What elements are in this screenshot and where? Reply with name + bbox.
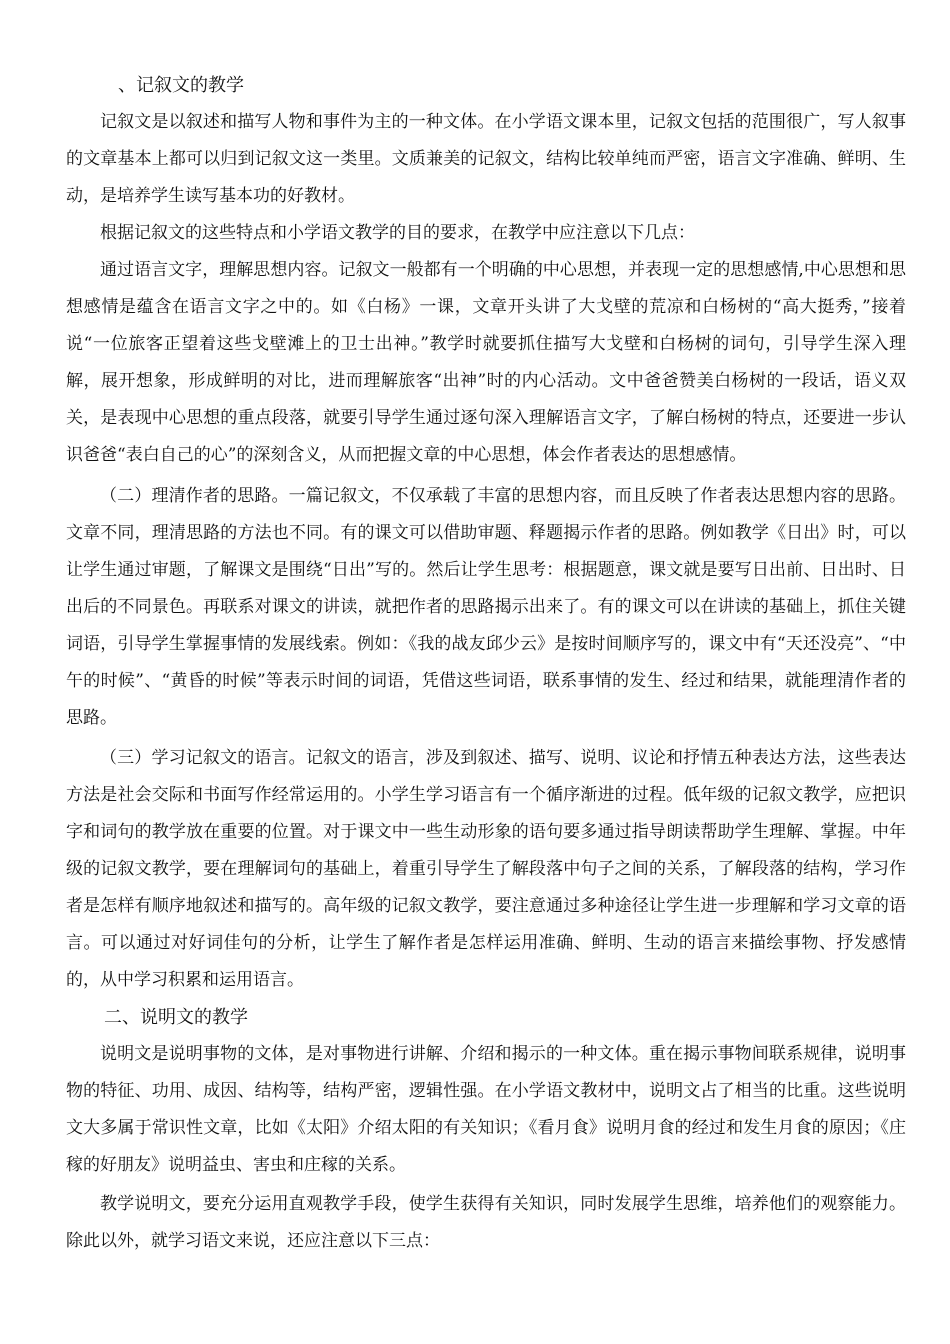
paragraph-point-3-language: （三）学习记叙文的语言。记叙文的语言，涉及到叙述、描写、说明、议论和抒情五种表达方法，这些表达方法是社会交际和书面写作经常运用的。小学生学习语言有一个循序渐进的过程。低年级的记叙文教学，应把识字和词句的教学放在重要的位置。对于课文中一些生动形象的语句要多通过指导朗读帮助学生理解、掌握。中年级的记叙文教学，要在理解词句的基础上，着重引导学生了解段落中句子之间的关系，了解段落的结构，学习作者是怎样有顺序地叙述和描写的。高年级的记叙文教学，要注意通过多种途径让学生进一步理解和学习文章的语言。可以通过对好词佳句的分析，让学生了解作者是怎样运用准确、鲜明、生动的语言来描绘事物、抒发感情的，从中学习积累和运用语言。 (66, 748, 906, 990)
paragraph-expository-teaching: 教学说明文，要充分运用直观教学手段，使学生获得有关知识，同时发展学生思维，培养他们的观察能力。除此以外，就学习语文来说，还应注意以下三点： (66, 1194, 906, 1251)
section-heading-narrative: 、记叙文的教学 (118, 75, 244, 96)
paragraph-point-1-content: 通过语言文字，理解思想内容。记叙文一般都有一个明确的中心思想，并表现一定的思想感情,中心思想和思想感情是蕴含在语言文字之中的。如《白杨》一课，文章开头讲了大戈壁的荒凉和白杨树的“高大挺秀，”接着说“一位旅客正望着这些戈壁滩上的卫士出神。”教学时就要抓住描写大戈壁和白杨树的词句，引导学生深入理解，展开想象，形成鲜明的对比，进而理解旅客“出神”时的内心活动。文中爸爸赞美白杨树的一段话，语义双关，是表现中心思想的重点段落，就要引导学生通过逐句深入理解语言文字，了解白杨树的特点，还要进一步认识爸爸“表白自己的心”的深刻含义，从而把握文章的中心思想，体会作者表达的思想感情。 (66, 260, 906, 465)
paragraph-narrative-intro: 记叙文是以叙述和描写人物和事件为主的一种文体。在小学语文课本里，记叙文包括的范围很广，写人叙事的文章基本上都可以归到记叙文这一类里。文质兼美的记叙文，结构比较单纯而严密，语言文字准确、鲜明、生动，是培养学生读写基本功的好教材。 (66, 112, 906, 206)
section-heading-expository: 二、说明文的教学 (104, 1007, 248, 1028)
paragraph-narrative-points-intro: 根据记叙文的这些特点和小学语文教学的目的要求，在教学中应注意以下几点： (100, 223, 695, 243)
paragraph-point-2-thinking: （二）理清作者的思路。一篇记叙文，不仅承载了丰富的思想内容，而且反映了作者表达思想内容的思路。文章不同，理清思路的方法也不同。有的课文可以借助审题、释题揭示作者的思路。例如教学《日出》时，可以让学生通过审题，了解课文是围绕“日出”写的。然后让学生思考：根据题意，课文就是要写日出前、日出时、日出后的不同景色。再联系对课文的讲读，就把作者的思路揭示出来了。有的课文可以在讲读的基础上，抓住关键词语，引导学生掌握事情的发展线索。例如：《我的战友邱少云》是按时间顺序写的，课文中有“天还没亮”、“中午的时候”、“黄昏的时候”等表示时间的词语，凭借这些词语，联系事情的发生、经过和结果，就能理清作者的思路。 (66, 486, 906, 728)
paragraph-expository-intro: 说明文是说明事物的文体，是对事物进行讲解、介绍和揭示的一种文体。重在揭示事物间联系规律，说明事物的特征、功用、成因、结构等，结构严密，逻辑性强。在小学语文教材中，说明文占了相当的比重。这些说明文大多属于常识性文章，比如《太阳》介绍太阳的有关知识；《看月食》说明月食的经过和发生月食的原因；《庄稼的好朋友》说明益虫、害虫和庄稼的关系。 (66, 1044, 906, 1175)
